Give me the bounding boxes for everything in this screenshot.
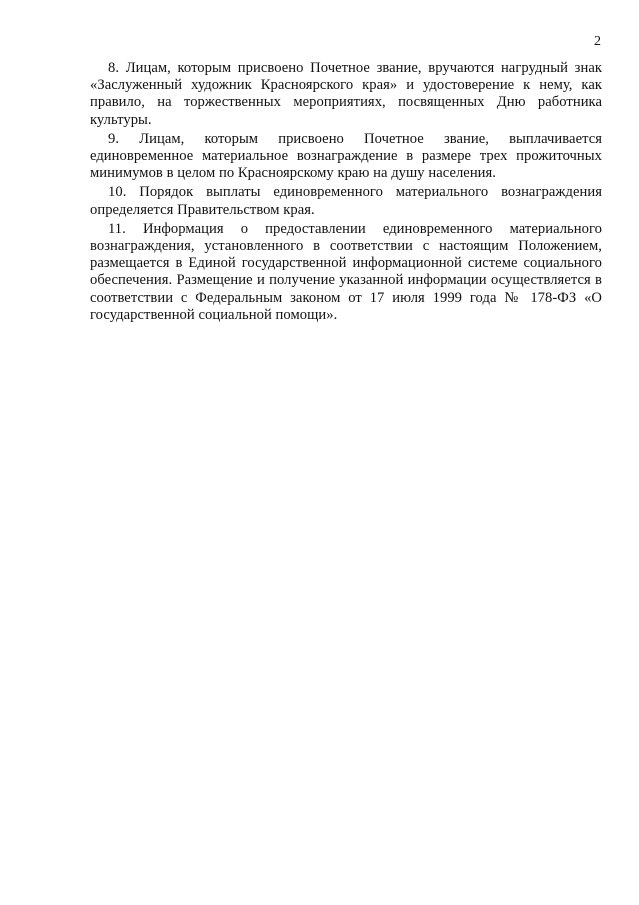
paragraph-10: 10. Порядок выплаты единовременного материального вознаграждения определяется Правительством края. [90, 184, 602, 218]
paragraph-11: 11. Информация о предоставлении единовременного материального вознаграждения, установленного в соответствии с настоящим Положением, размещается в Единой государственной информационной системе социального обеспечения. Размещение и получение указанной информации осуществляется в соответствии с Федеральным законом от 17 июля 1999 года № 178-ФЗ «О государственной социальной помощи». [90, 220, 602, 323]
paragraph-8: 8. Лицам, которым присвоено Почетное звание, вручаются нагрудный знак «Заслуженный художник Красноярского края» и удостоверение к нему, как правило, на торжественных мероприятиях, посвященных Дню работника культуры. [90, 60, 602, 128]
paragraph-9: 9. Лицам, которым присвоено Почетное звание, выплачивается единовременное материальное вознаграждение в размере трех прожиточных минимумов в целом по Красноярскому краю на душу населения. [90, 130, 602, 182]
document-body [90, 60, 602, 326]
page-number: 2 [594, 34, 601, 49]
